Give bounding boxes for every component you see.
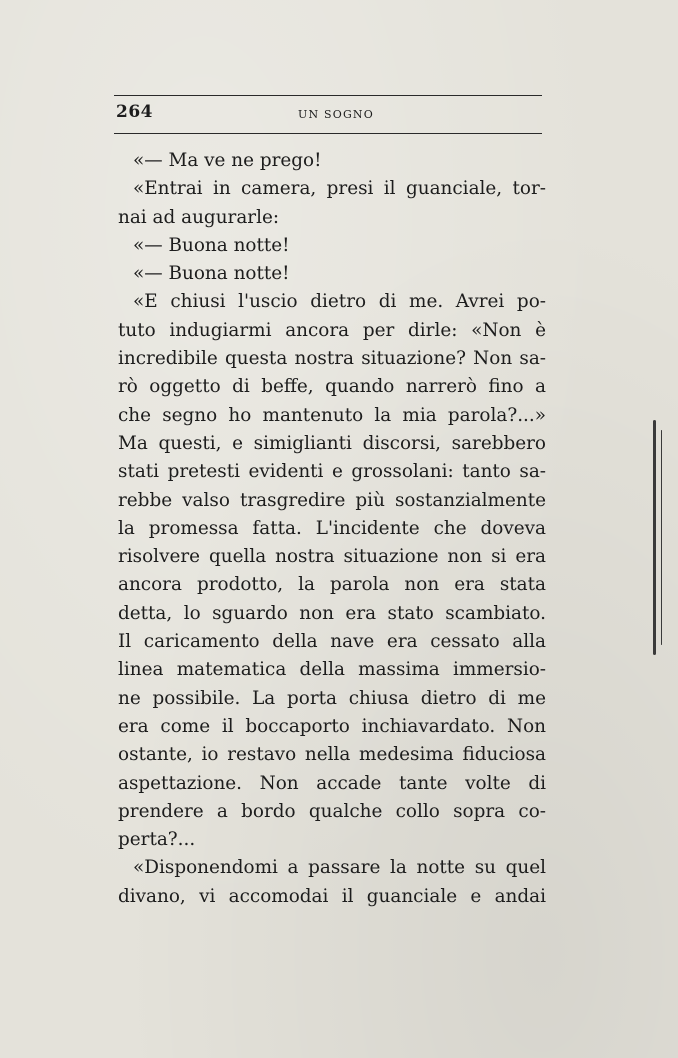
body-text	[118, 147, 546, 911]
text-line: era come il boccaporto inchiavardato. Non	[118, 715, 546, 737]
text-line: divano, vi accomodai il guanciale e andai	[118, 885, 546, 907]
text-line: «— Ma ve ne prego!	[133, 150, 322, 171]
header-top-rule	[114, 95, 542, 96]
text-line: Ma questi, e simiglianti discorsi, sarebbero	[118, 432, 546, 454]
text-line: ancora prodotto, la parola non era stata	[118, 574, 546, 596]
text-line: rebbe valso trasgredire più sostanzialmente	[118, 489, 546, 511]
text-line: stati pretesti evidenti e grossolani: tanto sa-	[118, 461, 546, 483]
text-line: «E chiusi l'uscio dietro di me. Avrei po-	[133, 291, 546, 313]
text-line: incredibile questa nostra situazione? Non sa-	[118, 348, 546, 370]
text-line: perta?...	[118, 829, 196, 851]
text-line: rò oggetto di beffe, quando narrerò fino a	[118, 376, 546, 398]
text-line: prendere a bordo qualche collo sopra co-	[118, 800, 546, 822]
text-line: nai ad augurarle:	[118, 206, 280, 228]
text-line: ne possibile. La porta chiusa dietro di me	[118, 687, 546, 709]
text-line: «— Buona notte!	[133, 234, 290, 256]
text-line: aspettazione. Non accade tante volte di	[118, 772, 546, 794]
page-number: 264	[116, 102, 153, 122]
text-line: «Disponendomi a passare la notte su quel	[133, 857, 546, 879]
text-line: la promessa fatta. L'incidente che doveva	[118, 517, 546, 539]
text-line: «Entrai in camera, presi il guanciale, tor-	[133, 178, 546, 200]
text-line: ostante, io restavo nella medesima fiduciosa	[118, 744, 546, 766]
text-line: «— Buona notte!	[133, 263, 290, 285]
running-title: UN SOGNO	[298, 108, 374, 121]
text-line: tuto indugiarmi ancora per dirle: «Non è	[118, 319, 546, 341]
page-edge-shadow	[653, 420, 656, 655]
page-edge-shadow	[661, 430, 662, 645]
header-bottom-rule	[114, 133, 542, 134]
text-line: risolvere quella nostra situazione non si era	[118, 546, 546, 568]
text-line: Il caricamento della nave era cessato alla	[118, 631, 546, 653]
text-line: linea matematica della massima immersio-	[118, 659, 546, 681]
text-line: che segno ho mantenuto la mia parola?...»	[118, 404, 546, 426]
text-line: detta, lo sguardo non era stato scambiato.	[118, 602, 546, 624]
